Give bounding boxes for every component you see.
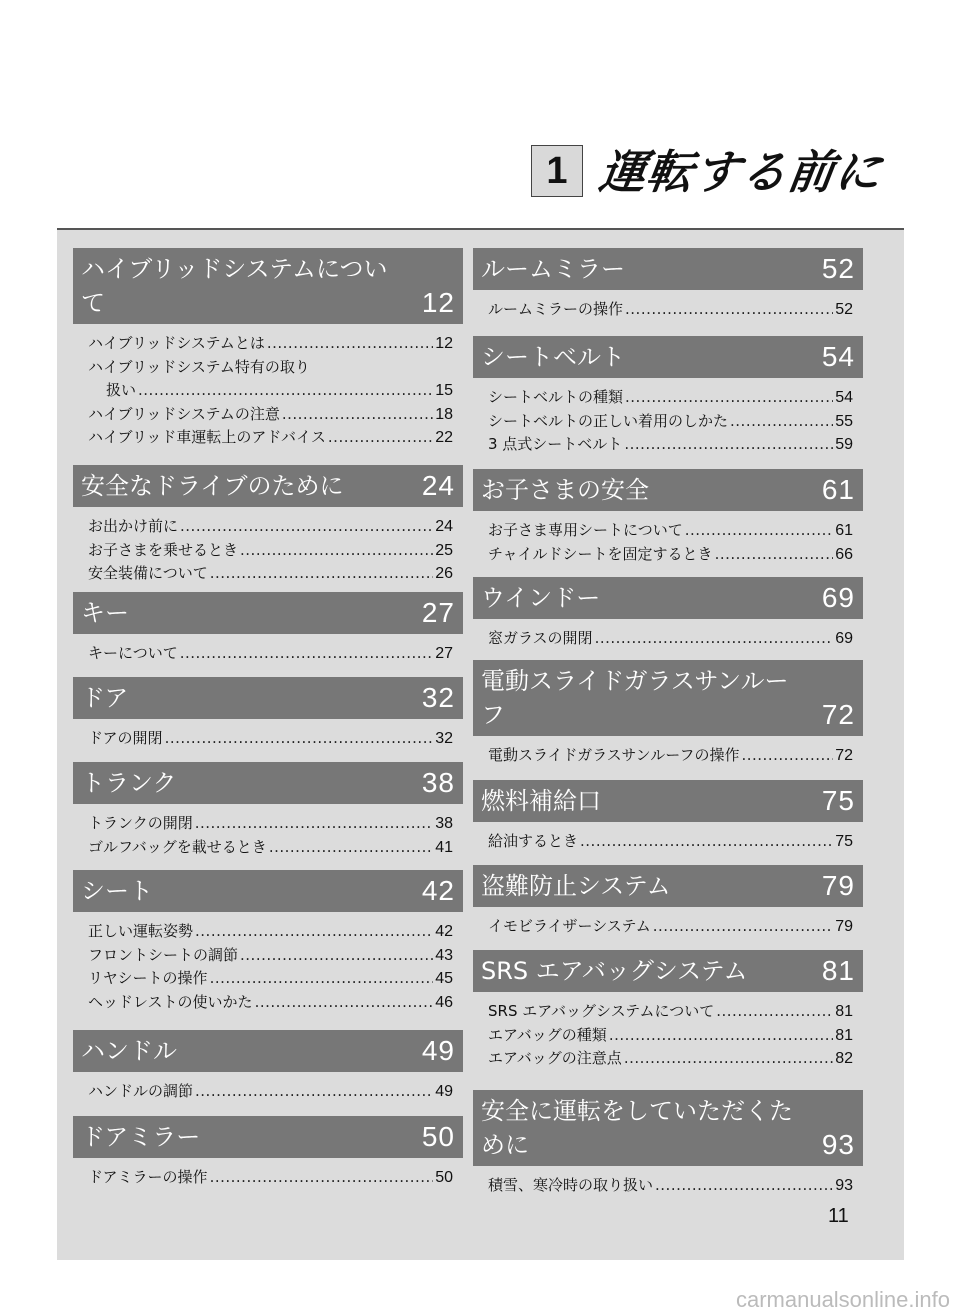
dot-leader bbox=[580, 830, 833, 854]
toc-entry[interactable] bbox=[88, 515, 453, 539]
entry-label: 扱い bbox=[106, 381, 137, 399]
section-page: 42 bbox=[421, 875, 455, 906]
toc-entry[interactable] bbox=[88, 1166, 453, 1190]
entry-list bbox=[473, 822, 863, 854]
section-title: ウインドー bbox=[481, 584, 601, 612]
entry-list bbox=[73, 324, 463, 450]
toc-entry[interactable] bbox=[88, 812, 453, 836]
section-page: 72 bbox=[821, 699, 855, 730]
entry-page: 72 bbox=[835, 747, 853, 764]
dot-leader bbox=[328, 426, 433, 450]
entry-page: 41 bbox=[435, 838, 453, 856]
section-title: 電動スライドガラスサンルー bbox=[481, 667, 789, 695]
entry-page: 25 bbox=[435, 541, 453, 559]
watermark: carmanualsonline.info bbox=[735, 1287, 950, 1312]
entry-label: ハイブリッド車運転上のアドバイス bbox=[88, 428, 326, 446]
entry-label: SRS エアバッグシステムについて bbox=[488, 1002, 715, 1020]
dot-leader bbox=[210, 562, 434, 586]
entry-list bbox=[73, 634, 463, 666]
toc-entry[interactable] bbox=[88, 403, 453, 427]
section-header[interactable] bbox=[473, 336, 863, 378]
toc-entry[interactable] bbox=[488, 744, 853, 768]
dot-leader bbox=[165, 727, 434, 751]
dot-leader bbox=[655, 1174, 833, 1198]
section-header[interactable] bbox=[73, 870, 463, 912]
entry-label: チャイルドシートを固定するとき bbox=[488, 544, 713, 563]
dot-leader bbox=[255, 991, 434, 1015]
toc-entry[interactable] bbox=[488, 830, 853, 854]
section-page: 93 bbox=[821, 1129, 855, 1160]
toc-entry[interactable] bbox=[88, 356, 453, 380]
section-header[interactable] bbox=[473, 660, 863, 736]
entry-label: トランクの開閉 bbox=[88, 814, 193, 832]
section-title: ハイブリッドシステムについ bbox=[81, 255, 388, 283]
section-title: ハンドル bbox=[81, 1037, 177, 1065]
section-header[interactable] bbox=[473, 780, 863, 822]
entry-page: 66 bbox=[835, 545, 853, 563]
entry-list bbox=[73, 1158, 463, 1190]
entry-label: 給油するとき bbox=[488, 832, 579, 850]
toc-entry[interactable] bbox=[488, 1024, 853, 1048]
entry-page: 59 bbox=[835, 436, 853, 453]
section-page: 52 bbox=[821, 253, 855, 284]
section-title: 安全に運転をしていただくた bbox=[481, 1097, 793, 1125]
entry-list bbox=[73, 804, 463, 859]
dot-leader bbox=[282, 403, 433, 427]
section-header[interactable] bbox=[473, 577, 863, 619]
section-header[interactable] bbox=[473, 248, 863, 290]
toc-entry[interactable] bbox=[88, 944, 453, 968]
toc-entry[interactable] bbox=[88, 539, 453, 563]
entry-label: お子さま専用シートについて bbox=[488, 521, 683, 539]
section-title: ルームミラー bbox=[481, 255, 625, 283]
entry-list bbox=[473, 992, 863, 1071]
entry-page: 79 bbox=[835, 918, 853, 935]
entry-label: 電動スライドガラスサンルーフの操作 bbox=[488, 746, 740, 764]
entry-page: 81 bbox=[835, 1003, 853, 1020]
entry-list bbox=[473, 378, 863, 457]
dot-leader bbox=[625, 298, 833, 322]
section-page: 75 bbox=[821, 785, 855, 816]
entry-label: フロントシートの調節 bbox=[88, 945, 239, 964]
section-header[interactable] bbox=[473, 469, 863, 511]
toc-entry[interactable] bbox=[88, 920, 453, 944]
entry-label: 安全装備について bbox=[88, 564, 208, 582]
toc-entry[interactable] bbox=[488, 1000, 853, 1024]
toc-section bbox=[473, 469, 863, 566]
entry-list bbox=[473, 907, 863, 939]
entry-label: お出かけ前に bbox=[88, 517, 179, 535]
section-page: 79 bbox=[821, 870, 855, 901]
section-page: 50 bbox=[421, 1121, 455, 1152]
toc-section bbox=[473, 780, 863, 854]
entry-page: 46 bbox=[435, 993, 453, 1011]
entry-page: 15 bbox=[435, 382, 453, 399]
section-title: お子さまの安全 bbox=[481, 476, 649, 504]
dot-leader bbox=[715, 543, 834, 567]
entry-label: ハイブリッドシステムの注意 bbox=[88, 404, 280, 423]
entry-list bbox=[73, 507, 463, 586]
page-number: 11 bbox=[828, 1205, 849, 1227]
toc-entry[interactable] bbox=[488, 915, 853, 939]
toc-entry[interactable] bbox=[488, 519, 853, 543]
section-page: 38 bbox=[421, 767, 455, 798]
toc-section bbox=[73, 248, 463, 450]
toc-entry[interactable] bbox=[88, 836, 453, 860]
section-page: 12 bbox=[421, 287, 455, 318]
section-header[interactable] bbox=[473, 865, 863, 907]
entry-list bbox=[73, 1072, 463, 1104]
dot-leader bbox=[685, 519, 834, 543]
dot-leader bbox=[267, 332, 433, 356]
section-page: 24 bbox=[421, 470, 455, 501]
entry-label: イモビライザーシステム bbox=[488, 917, 651, 935]
entry-page: 61 bbox=[835, 522, 853, 539]
entry-page: 27 bbox=[435, 645, 453, 662]
entry-page: 42 bbox=[435, 923, 453, 940]
toc-section bbox=[473, 1090, 863, 1198]
entry-page: 24 bbox=[435, 518, 453, 535]
section-page: 27 bbox=[421, 597, 455, 628]
dot-leader bbox=[195, 1080, 433, 1104]
toc-section bbox=[473, 950, 863, 1071]
entry-label: シートベルトの正しい着用のしかた bbox=[488, 411, 729, 430]
section-page: 69 bbox=[821, 582, 855, 613]
section-title: ドア bbox=[81, 684, 129, 712]
dot-leader bbox=[624, 433, 833, 457]
section-title-line2: フ bbox=[481, 701, 505, 729]
entry-label: 3 点式シートベルト bbox=[488, 435, 623, 453]
section-title: ドアミラー bbox=[81, 1123, 201, 1151]
toc-entry[interactable] bbox=[488, 1047, 853, 1071]
dot-leader bbox=[195, 920, 433, 944]
section-title: 安全なドライブのために bbox=[81, 472, 344, 500]
entry-label: ヘッドレストの使いかた bbox=[88, 992, 253, 1011]
entry-list bbox=[473, 736, 863, 768]
section-header[interactable] bbox=[73, 1030, 463, 1072]
toc-section bbox=[73, 870, 463, 1014]
entry-label: ルームミラーの操作 bbox=[488, 300, 624, 318]
section-title-line2: めに bbox=[481, 1131, 529, 1159]
dot-leader bbox=[240, 539, 433, 563]
dot-leader bbox=[730, 410, 833, 434]
entry-list bbox=[473, 1166, 863, 1198]
entry-list bbox=[473, 290, 863, 322]
dot-leader bbox=[653, 915, 833, 939]
toc-section bbox=[73, 1116, 463, 1190]
toc-entry[interactable] bbox=[488, 543, 853, 567]
section-header[interactable] bbox=[473, 950, 863, 992]
entry-label: 正しい運転姿勢 bbox=[88, 922, 194, 940]
toc-section bbox=[473, 660, 863, 768]
entry-page: 52 bbox=[835, 301, 853, 318]
entry-page: 18 bbox=[435, 405, 453, 423]
section-page: 54 bbox=[821, 341, 855, 372]
toc-section bbox=[73, 762, 463, 859]
entry-label: キーについて bbox=[88, 644, 178, 662]
toc-entry[interactable] bbox=[88, 967, 453, 991]
section-header[interactable] bbox=[473, 1090, 863, 1166]
dot-leader bbox=[210, 1166, 434, 1190]
entry-label: シートベルトの種類 bbox=[488, 388, 624, 406]
section-header[interactable] bbox=[73, 762, 463, 804]
toc-entry[interactable] bbox=[488, 386, 853, 410]
dot-leader bbox=[180, 515, 433, 539]
toc-entry[interactable] bbox=[88, 1080, 453, 1104]
toc-entry[interactable] bbox=[488, 1174, 853, 1198]
entry-page: 22 bbox=[435, 429, 453, 446]
entry-page: 93 bbox=[835, 1177, 853, 1194]
dot-leader bbox=[269, 836, 433, 860]
chapter-number: 1 bbox=[531, 145, 583, 197]
toc-entry[interactable] bbox=[488, 433, 853, 457]
entry-page: 49 bbox=[435, 1083, 453, 1100]
entry-page: 82 bbox=[835, 1050, 853, 1067]
toc-section bbox=[73, 677, 463, 751]
chapter-title: 運転する前に bbox=[596, 145, 886, 199]
entry-label: ハンドルの調節 bbox=[88, 1082, 194, 1100]
dot-leader bbox=[240, 944, 433, 968]
section-page: 32 bbox=[421, 682, 455, 713]
toc-entry[interactable] bbox=[88, 426, 453, 450]
section-title-line2: て bbox=[81, 289, 105, 317]
entry-label: 積雪、寒冷時の取り扱い bbox=[488, 1176, 654, 1194]
toc-entry[interactable] bbox=[88, 642, 453, 666]
entry-label: ゴルフバッグを載せるとき bbox=[88, 837, 267, 856]
entry-page: 75 bbox=[835, 833, 853, 850]
toc-entry[interactable] bbox=[488, 298, 853, 322]
entry-label: 窓ガラスの開閉 bbox=[488, 629, 593, 647]
section-title: キー bbox=[81, 599, 129, 627]
section-page: 81 bbox=[821, 955, 855, 986]
dot-leader bbox=[609, 1024, 833, 1048]
section-header[interactable] bbox=[73, 677, 463, 719]
entry-page: 81 bbox=[835, 1026, 853, 1044]
entry-list bbox=[73, 719, 463, 751]
toc-section bbox=[473, 577, 863, 651]
entry-page: 32 bbox=[435, 730, 453, 747]
dot-leader bbox=[210, 967, 434, 991]
entry-label: エアバッグの種類 bbox=[488, 1025, 607, 1044]
dot-leader bbox=[595, 627, 834, 651]
entry-label: ハイブリッドシステムとは bbox=[88, 334, 265, 352]
dot-leader bbox=[195, 812, 434, 836]
entry-label: エアバッグの注意点 bbox=[488, 1049, 622, 1067]
dot-leader bbox=[138, 379, 433, 403]
entry-list bbox=[73, 912, 463, 1014]
toc-section bbox=[73, 592, 463, 666]
toc-entry[interactable] bbox=[488, 627, 853, 651]
entry-page: 50 bbox=[435, 1169, 453, 1186]
dot-leader bbox=[716, 1000, 833, 1024]
section-title: 燃料補給口 bbox=[481, 787, 601, 815]
section-title: シートベルト bbox=[481, 343, 625, 371]
toc-entry[interactable] bbox=[88, 379, 453, 403]
toc-section bbox=[473, 336, 863, 457]
entry-label: ハイブリッドシステム特有の取り bbox=[88, 357, 310, 376]
toc-entry[interactable] bbox=[88, 727, 453, 751]
section-header[interactable] bbox=[73, 465, 463, 507]
entry-page: 26 bbox=[435, 565, 453, 582]
toc-entry[interactable] bbox=[88, 991, 453, 1015]
section-header[interactable] bbox=[73, 592, 463, 634]
section-title: シート bbox=[81, 877, 153, 905]
dot-leader bbox=[741, 744, 833, 768]
section-header[interactable] bbox=[73, 248, 463, 324]
toc-section bbox=[473, 248, 863, 322]
entry-page: 43 bbox=[435, 946, 453, 964]
entry-list bbox=[473, 511, 863, 566]
entry-page: 54 bbox=[835, 389, 853, 406]
entry-label: リヤシートの操作 bbox=[88, 969, 208, 987]
toc-entry[interactable] bbox=[88, 332, 453, 356]
section-title: 盗難防止システム bbox=[481, 872, 671, 900]
toc-entry[interactable] bbox=[488, 410, 853, 434]
entry-label: ドアミラーの操作 bbox=[88, 1168, 208, 1186]
entry-label: ドアの開閉 bbox=[88, 729, 163, 747]
entry-label: お子さまを乗せるとき bbox=[88, 540, 239, 559]
toc-section bbox=[473, 865, 863, 939]
dot-leader bbox=[180, 642, 434, 666]
section-header[interactable] bbox=[73, 1116, 463, 1158]
section-title: トランク bbox=[81, 769, 177, 797]
entry-page: 55 bbox=[835, 412, 853, 430]
entry-page: 38 bbox=[435, 815, 453, 832]
section-title: SRS エアバッグシステム bbox=[481, 957, 748, 985]
section-page: 49 bbox=[421, 1035, 455, 1066]
entry-page: 45 bbox=[435, 970, 453, 987]
dot-leader bbox=[624, 1047, 833, 1071]
entry-list bbox=[473, 619, 863, 651]
dot-leader bbox=[625, 386, 833, 410]
toc-section bbox=[73, 465, 463, 586]
section-page: 61 bbox=[821, 474, 855, 505]
entry-page: 69 bbox=[835, 630, 853, 647]
toc-section bbox=[73, 1030, 463, 1104]
entry-page: 12 bbox=[435, 335, 453, 352]
toc-entry[interactable] bbox=[88, 562, 453, 586]
